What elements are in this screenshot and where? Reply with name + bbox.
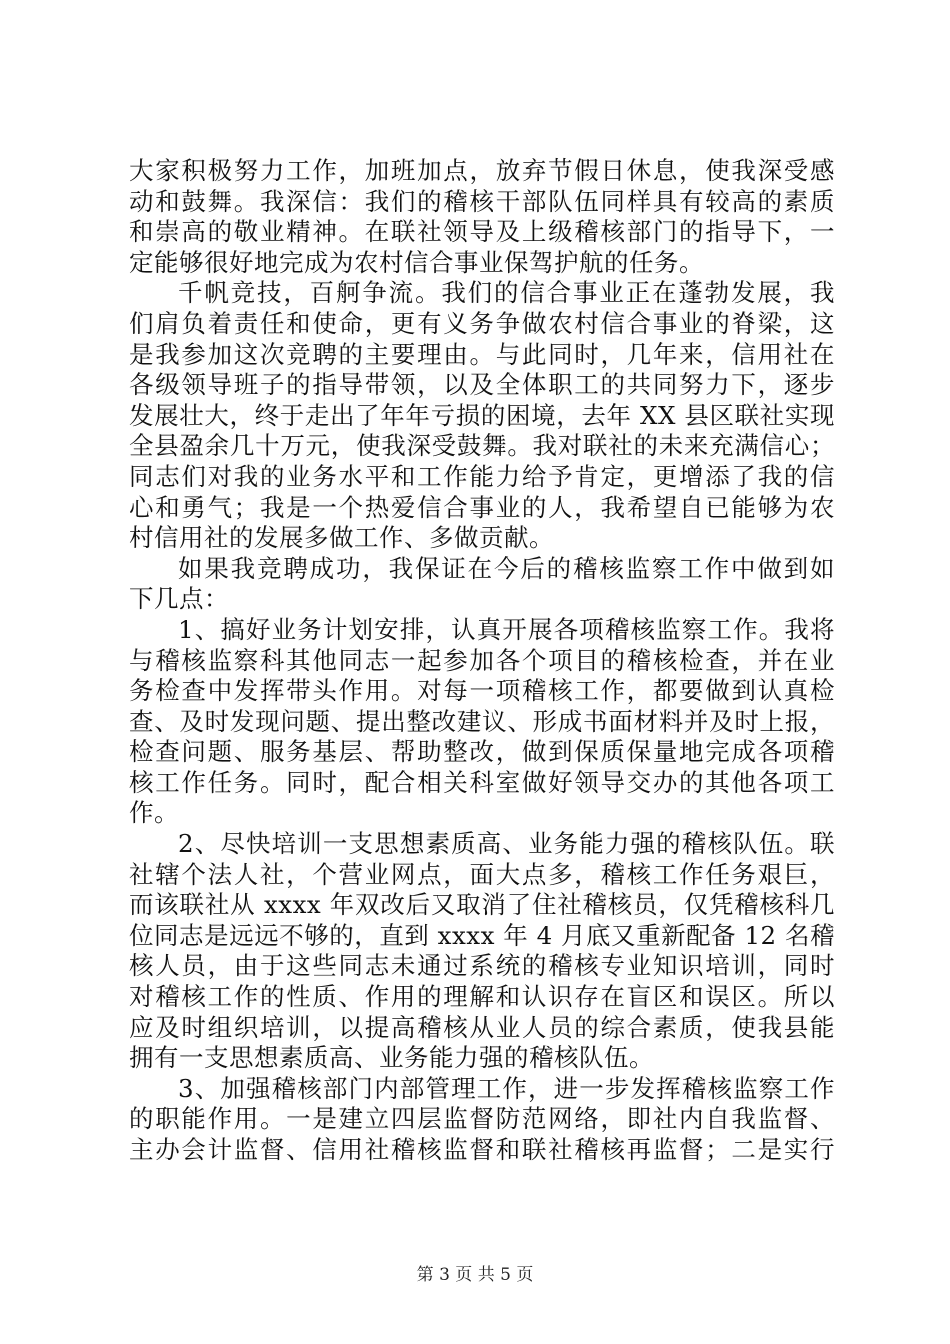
text-line: 是我参加这次竞聘的主要理由。与此同时，几年来，信用社在 — [129, 339, 835, 369]
text-line: 而该联社从 xxxx 年双改后又取消了住社稽核员，仅凭稽核科几 — [129, 890, 835, 920]
text-line: 大家积极努力工作，加班加点，放弃节假日休息，使我深受感 — [129, 156, 835, 185]
text-line: 心和勇气；我是一个热爱信合事业的人，我希望自已能够为农 — [129, 492, 835, 522]
text-line: 拥有一支思想素质高、业务能力强的稽核队伍。 — [129, 1043, 654, 1073]
text-line: 各级领导班子的指导带领，以及全体职工的共同努力下，逐步 — [129, 370, 835, 400]
text-line: 位同志是远远不够的，直到 xxxx 年 4 月底又重新配备 12 名稽 — [129, 920, 835, 950]
text-line: 全县盈余几十万元，使我深受鼓舞。我对联社的未来充满信心； — [129, 431, 835, 461]
text-line: 检查问题、服务基层、帮助整改，做到保质保量地完成各项稽 — [129, 737, 835, 767]
text-line: 如果我竞聘成功，我保证在今后的稽核监察工作中做到如 — [178, 553, 835, 583]
text-line: 的职能作用。一是建立四层监督防范网络，即社内自我监督、 — [129, 1104, 835, 1134]
text-line: 主办会计监督、信用社稽核监督和联社稽核再监督；二是实行 — [129, 1135, 835, 1164]
text-line: 务检查中发挥带头作用。对每一项稽核工作，都要做到认真检 — [129, 676, 835, 706]
document-body — [129, 156, 835, 1166]
text-line: 1、搞好业务计划安排，认真开展各项稽核监察工作。我将 — [178, 614, 835, 644]
text-line: 千帆竞技，百舸争流。我们的信合事业正在蓬勃发展，我 — [178, 278, 835, 308]
text-line: 对稽核工作的性质、作用的理解和认识存在盲区和误区。所以 — [129, 982, 835, 1012]
text-line: 作。 — [129, 798, 179, 828]
text-line: 同志们对我的业务水平和工作能力给予肯定，更增添了我的信 — [129, 461, 835, 491]
page-footer: 第 3 页 共 5 页 — [416, 1265, 534, 1285]
text-line: 2、尽快培训一支思想素质高、业务能力强的稽核队伍。联 — [178, 829, 835, 859]
text-line: 与稽核监察科其他同志一起参加各个项目的稽核检查，并在业 — [129, 645, 835, 675]
text-line: 和崇高的敬业精神。在联社领导及上级稽核部门的指导下，一 — [129, 217, 835, 247]
text-line: 查、及时发现问题、提出整改建议、形成书面材料并及时上报， — [129, 706, 835, 736]
text-line: 村信用社的发展多做工作、多做贡献。 — [129, 523, 554, 553]
text-line: 核工作任务。同时，配合相关科室做好领导交办的其他各项工 — [129, 767, 835, 797]
text-line: 下几点： — [129, 584, 229, 614]
text-line: 动和鼓舞。我深信：我们的稽核干部队伍同样具有较高的素质 — [129, 186, 835, 216]
text-line: 应及时组织培训，以提高稽核从业人员的综合素质，使我县能 — [129, 1012, 835, 1042]
text-line: 发展壮大，终于走出了年年亏损的困境，去年 XX 县区联社实现 — [129, 400, 835, 430]
text-line: 社辖个法人社，个营业网点，面大点多，稽核工作任务艰巨， — [129, 859, 835, 889]
text-line: 定能够很好地完成为农村信合事业保驾护航的任务。 — [129, 247, 704, 277]
text-line: 3、加强稽核部门内部管理工作，进一步发挥稽核监察工作 — [178, 1073, 835, 1103]
text-line: 核人员，由于这些同志未通过系统的稽核专业知识培训，同时 — [129, 951, 835, 981]
text-line: 们肩负着责任和使命，更有义务争做农村信合事业的脊梁，这 — [129, 308, 835, 338]
